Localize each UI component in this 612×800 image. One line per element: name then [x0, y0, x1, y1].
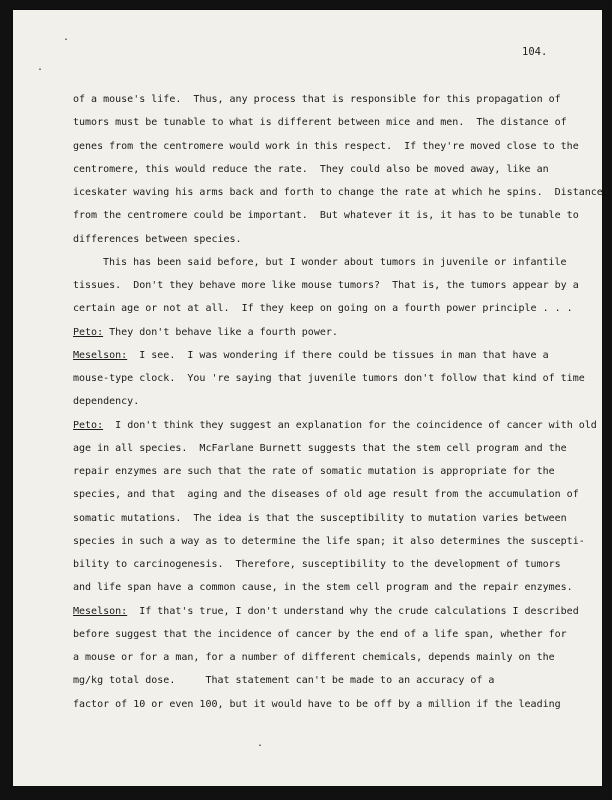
stray-mark: .	[37, 62, 44, 73]
speaker-line-meselson	[73, 600, 579, 623]
text-line: mouse-type clock. You 're saying that juvenile tumors don't follow that kind of time	[73, 373, 585, 384]
speech-text: They don't behave like a fourth power.	[103, 326, 338, 338]
text-line: of a mouse's life. Thus, any process that is responsible for this propagation of	[73, 94, 561, 105]
text-line: differences between species.	[73, 233, 242, 245]
document-page	[13, 10, 602, 786]
speaker-line-peto	[73, 414, 597, 437]
text-line: somatic mutations. The idea is that the susceptibility to mutation varies between	[73, 512, 567, 524]
paragraph-start-line: This has been said before, but I wonder about tumors in juvenile or infantile	[103, 256, 567, 268]
text-line: before suggest that the incidence of cancer by the end of a life span, whether for	[73, 628, 567, 640]
speech-text: If that's true, I don't understand why the crude calculations I described	[127, 605, 579, 617]
speaker-line-peto	[73, 321, 573, 344]
text-line: centromere, this would reduce the rate. They could also be moved away, like an	[73, 163, 549, 175]
stray-mark: .	[63, 32, 70, 43]
text-line: mg/kg total dose. That statement can't be made to an accuracy of a	[73, 675, 495, 687]
text-line: from the centromere could be important. But whatever it is, it has to be tunable to	[73, 210, 579, 222]
text-line: dependency.	[73, 396, 140, 408]
speaker-label-meselson: Meselson:	[73, 349, 128, 361]
text-line: repair enzymes are such that the rate of somatic mutation is appropriate for the	[73, 466, 555, 477]
speech-text: I see. I was wondering if there could be tissues in man that have a	[127, 349, 549, 361]
text-line: factor of 10 or even 100, but it would have to be off by a million if the leading	[73, 698, 561, 710]
text-line: genes from the centromere would work in this respect. If they're moved close to the	[73, 140, 579, 152]
stray-mark: .	[257, 738, 264, 749]
speaker-line-meselson	[73, 344, 573, 367]
speaker-label-meselson: Meselson:	[73, 605, 128, 617]
text-line: iceskater waving his arms back and forth to change the rate at which he spins. Distance	[73, 187, 603, 198]
text-line: a mouse or for a man, for a number of different chemicals, depends mainly on the	[73, 652, 555, 663]
speaker-label-peto: Peto:	[73, 326, 104, 338]
text-line: tissues. Don't they behave more like mouse tumors? That is, the tumors appear by a	[73, 280, 579, 291]
text-line: age in all species. McFarlane Burnett suggests that the stem cell program and the	[73, 442, 567, 454]
speaker-label-peto: Peto:	[73, 419, 104, 431]
page-number: 104.	[522, 46, 548, 58]
text-line: species in such a way as to determine the life span; it also determines the suscepti-	[73, 535, 585, 547]
transcript-body	[73, 88, 603, 716]
text-line: tumors must be tunable to what is different between mice and men. The distance of	[73, 117, 567, 129]
text-line: species, and that aging and the diseases of old age result from the accumulation of	[73, 489, 579, 501]
text-line: and life span have a common cause, in the stem cell program and the repair enzymes.	[73, 582, 573, 594]
text-line: certain age or not at all. If they keep on going on a fourth power principle . . .	[73, 303, 573, 315]
speech-text: I don't think they suggest an explanation for the coincidence of cancer with old	[103, 419, 597, 431]
text-line: bility to carcinogenesis. Therefore, susceptibility to the development of tumors	[73, 559, 561, 570]
